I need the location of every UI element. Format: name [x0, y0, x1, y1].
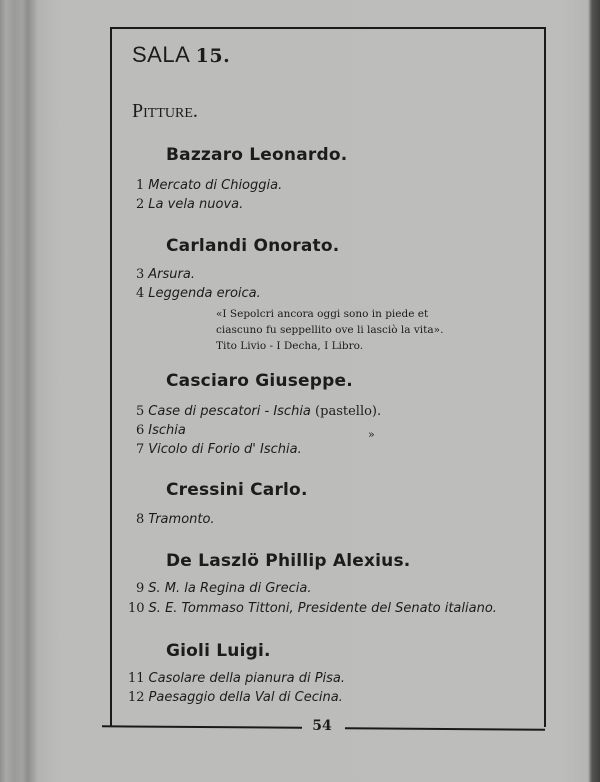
work-number: 1 [136, 178, 145, 193]
section-heading: Pitture. [132, 100, 198, 122]
artist-name: Cressini Carlo. [166, 480, 308, 500]
sala-label: SALA [132, 42, 190, 67]
work-item [128, 690, 343, 705]
work-title: Arsura. [148, 267, 195, 282]
work-number: 2 [136, 197, 145, 212]
work-item [136, 581, 312, 596]
work-title: Ischia [148, 423, 186, 438]
artist-name: Bazzaro Leonardo. [166, 145, 348, 165]
work-item [136, 423, 186, 438]
sala-heading [132, 42, 230, 68]
work-item [136, 404, 381, 419]
work-number: 3 [136, 267, 145, 282]
work-title: Casolare della pianura di Pisa. [148, 671, 346, 686]
work-title: Leggenda eroica. [148, 286, 261, 301]
work-number: 10 [128, 601, 145, 616]
artist-name: Casciaro Giuseppe. [166, 371, 353, 391]
work-item [136, 286, 261, 301]
work-number: 8 [136, 512, 145, 527]
work-title: Paesaggio della Val di Cecina. [148, 690, 343, 705]
artist-name: De Laszlö Phillip Alexius. [166, 551, 411, 571]
work-number: 4 [136, 286, 145, 301]
work-title: S. M. la Regina di Grecia. [148, 581, 312, 596]
work-item [136, 512, 215, 527]
ditto-mark: » [368, 428, 375, 441]
artist-name: Gioli Luigi. [166, 641, 271, 661]
work-number: 6 [136, 423, 145, 438]
page-number: 54 [312, 718, 332, 734]
work-title: Tramonto. [148, 512, 215, 527]
work-title: Vicolo di Forio d' Ischia. [148, 442, 302, 457]
work-item [136, 197, 243, 212]
artist-name: Carlandi Onorato. [166, 236, 340, 256]
work-item [136, 442, 302, 457]
work-number: 9 [136, 581, 145, 596]
work-number: 11 [128, 671, 145, 686]
work-number: 7 [136, 442, 145, 457]
work-medium: (pastello). [315, 404, 382, 419]
work-number: 5 [136, 404, 145, 419]
work-title: La vela nuova. [148, 197, 244, 212]
work-item [128, 601, 497, 616]
work-item [136, 178, 282, 193]
work-title: S. E. Tommaso Tittoni, Presidente del Senato italiano. [148, 601, 497, 616]
work-item [128, 671, 345, 686]
sala-number: 15. [195, 45, 231, 67]
work-title: Mercato di Chioggia. [148, 178, 283, 193]
work-number: 12 [128, 690, 145, 705]
work-item [136, 267, 195, 282]
work-note-quote: «I Sepolcri ancora oggi sono in piede et ciascuno fu seppellito ove li lasciò la vita». Tito Livio - I Decha, I Libro. [216, 308, 444, 352]
work-title: Case di pescatori - Ischia [148, 404, 311, 419]
